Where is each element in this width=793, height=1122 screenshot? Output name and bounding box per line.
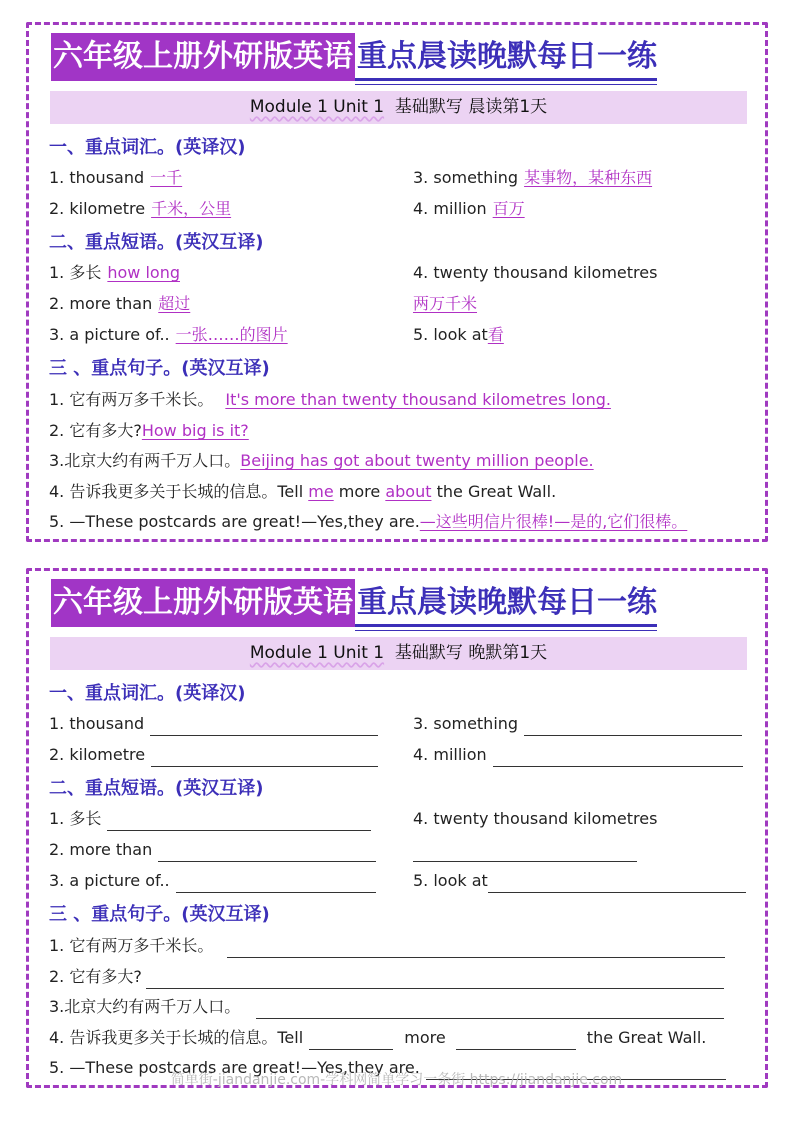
title-rest: 重点晨读晚默每日一练 — [355, 33, 657, 81]
sentence-question: 4. 告诉我更多关于长城的信息。Tell — [49, 1028, 304, 1047]
sentence-question: 2. 它有多大? — [49, 421, 142, 440]
phrase-question: 2. more than — [49, 840, 153, 859]
subtitle-text: 基础默写 晚默第1天 — [394, 643, 548, 663]
vocab-question: 3. something — [413, 168, 519, 187]
phrase-item — [413, 261, 657, 285]
vocab-question: 2. kilometre — [49, 199, 146, 218]
sentence-answer: It's more than twenty thousand kilometres long. — [225, 390, 611, 409]
vocab-question: 2. kilometre — [49, 745, 146, 764]
section-vocab-heading: 一、重点词汇。(英译汉) — [49, 137, 246, 158]
answer-blank[interactable] — [413, 844, 637, 862]
answer-blank[interactable] — [456, 1032, 576, 1050]
phrase-answer: 超过 — [158, 294, 191, 313]
section-phrases-heading: 二、重点短语。(英汉互译) — [49, 778, 264, 799]
phrase-item — [49, 323, 288, 347]
footer-watermark: 简单街-jiandanjie.com-学科网简单学习一条街 https://jiandanjie.com — [170, 1072, 623, 1088]
subtitle-bar — [50, 637, 747, 670]
subtitle-module: Module 1 Unit 1 — [249, 97, 385, 117]
answer-blank[interactable] — [493, 749, 743, 767]
sentence-answer: me — [308, 482, 334, 501]
vocab-item — [413, 197, 525, 221]
title-highlight: 六年级上册外研版英语 — [51, 33, 355, 81]
answer-blank[interactable] — [150, 718, 378, 736]
phrase-question: 3. a picture of.. — [49, 871, 170, 890]
answer-blank[interactable] — [176, 875, 376, 893]
phrase-item — [413, 807, 657, 831]
phrase-answer: 看 — [487, 325, 504, 344]
sentence-question: more — [338, 482, 381, 501]
vocab-item — [413, 166, 652, 190]
sentence-question: 5. —These postcards are great!—Yes,they are. — [49, 512, 420, 531]
phrase-item — [413, 869, 746, 893]
sentence-question: 2. 它有多大? — [49, 967, 142, 986]
section-sentences-heading: 三 、重点句子。(英汉互译) — [49, 904, 270, 925]
answer-blank[interactable] — [256, 1001, 724, 1019]
sentence-item — [49, 449, 594, 473]
subtitle-module: Module 1 Unit 1 — [249, 643, 385, 663]
vocab-question: 4. million — [413, 199, 487, 218]
morning-card — [26, 22, 768, 542]
phrase-answer: 一张……的图片 — [175, 325, 288, 344]
subtitle-text: 基础默写 晨读第1天 — [394, 97, 548, 117]
vocab-item — [49, 166, 182, 190]
sentence-item — [49, 995, 724, 1019]
title-rest: 重点晨读晚默每日一练 — [355, 579, 657, 627]
answer-blank[interactable] — [107, 813, 371, 831]
answer-blank[interactable] — [488, 875, 746, 893]
phrase-item — [413, 292, 477, 316]
sentence-item — [49, 934, 725, 958]
vocab-answer: 一千 — [150, 168, 183, 187]
sentence-item — [49, 419, 249, 443]
answer-blank[interactable] — [227, 940, 725, 958]
sentence-question: 1. 它有两万多千米长。 — [49, 936, 214, 955]
sentence-question: 3.北京大约有两千万人口。 — [49, 451, 241, 470]
phrase-question: 5. look at — [413, 871, 488, 890]
vocab-item — [49, 712, 378, 736]
sentence-answer: How big is it? — [141, 421, 249, 440]
sentence-question: 5. —These postcards are great!—Yes,they are. — [49, 1058, 420, 1077]
sentence-question: 3.北京大约有两千万人口。 — [49, 997, 241, 1016]
vocab-question: 3. something — [413, 714, 519, 733]
vocab-item — [49, 743, 378, 767]
section-vocab-heading: 一、重点词汇。(英译汉) — [49, 683, 246, 704]
sentence-answer: —这些明信片很棒!—是的,它们很棒。 — [419, 512, 688, 531]
section-sentences-heading: 三 、重点句子。(英汉互译) — [49, 358, 270, 379]
sentence-question: more — [404, 1028, 446, 1047]
vocab-item — [413, 712, 742, 736]
sentence-question: the Great Wall. — [586, 1028, 707, 1047]
vocab-item — [49, 197, 231, 221]
answer-blank[interactable] — [158, 844, 376, 862]
vocab-answer: 百万 — [492, 199, 525, 218]
evening-card — [26, 568, 768, 1088]
phrase-answer: 两万千米 — [413, 294, 478, 313]
phrase-question: 2. more than — [49, 294, 153, 313]
vocab-question: 4. million — [413, 745, 487, 764]
sentence-question: 4. 告诉我更多关于长城的信息。Tell — [49, 482, 304, 501]
phrase-question: 1. 多长 — [49, 263, 102, 282]
vocab-item — [413, 743, 743, 767]
phrase-item — [49, 838, 376, 862]
sentence-item — [49, 480, 556, 504]
answer-blank[interactable] — [146, 971, 724, 989]
phrase-item — [413, 838, 637, 862]
vocab-question: 1. thousand — [49, 168, 145, 187]
sentence-question: 1. 它有两万多千米长。 — [49, 390, 214, 409]
vocab-answer: 千米，公里 — [151, 199, 232, 218]
card-title — [51, 579, 657, 627]
vocab-answer: 某事物，某种东西 — [524, 168, 653, 187]
section-phrases-heading: 二、重点短语。(英汉互译) — [49, 232, 264, 253]
phrase-answer: how long — [107, 263, 180, 282]
phrase-item — [49, 292, 190, 316]
sentence-item — [49, 388, 611, 412]
card-title — [51, 33, 657, 81]
sentence-answer: Beijing has got about twenty million people. — [240, 451, 594, 470]
sentence-question: the Great Wall. — [436, 482, 557, 501]
phrase-item — [49, 261, 180, 285]
answer-blank[interactable] — [151, 749, 378, 767]
phrase-question: 3. a picture of.. — [49, 325, 170, 344]
phrase-item — [49, 869, 376, 893]
title-highlight: 六年级上册外研版英语 — [51, 579, 355, 627]
sentence-item — [49, 1026, 706, 1050]
phrase-question: 1. 多长 — [49, 809, 102, 828]
sentence-item — [49, 510, 687, 534]
phrase-question: 4. twenty thousand kilometres — [413, 809, 658, 828]
vocab-question: 1. thousand — [49, 714, 145, 733]
answer-blank[interactable] — [524, 718, 742, 736]
subtitle-bar — [50, 91, 747, 124]
sentence-item — [49, 965, 724, 989]
phrase-question: 4. twenty thousand kilometres — [413, 263, 658, 282]
sentence-answer: about — [385, 482, 432, 501]
phrase-item — [413, 323, 504, 347]
phrase-question: 5. look at — [413, 325, 488, 344]
answer-blank[interactable] — [309, 1032, 393, 1050]
phrase-item — [49, 807, 371, 831]
